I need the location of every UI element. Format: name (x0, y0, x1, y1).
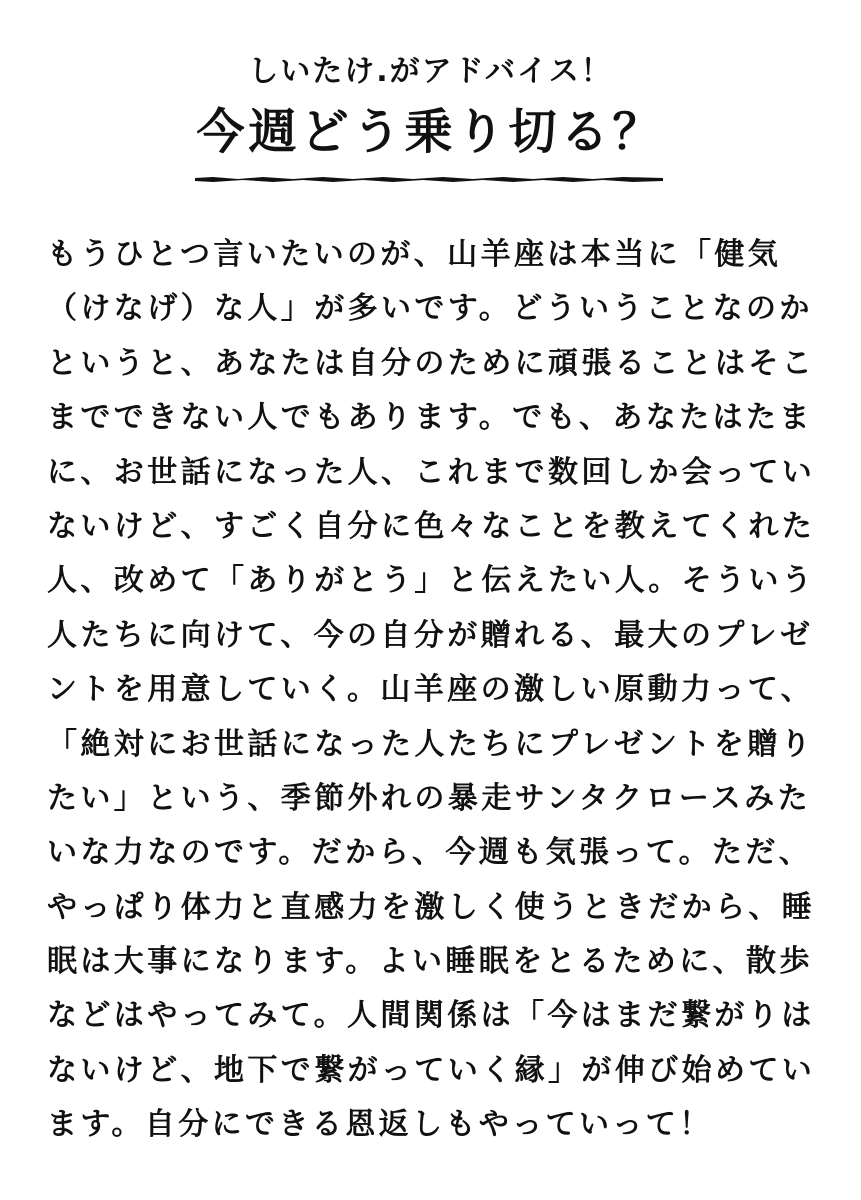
body-line: というと、あなたは自分のために頑張ることはそこ (47, 345, 816, 381)
body-line: いな力なのです。だから、今週も気張って。ただ、 (47, 835, 813, 871)
body-line: 人たちに向けて、今の自分が贈れる、最大のプレゼ (47, 617, 814, 653)
body-line: たい」という、季節外れの暴走サンタクロースみた (47, 780, 811, 816)
body-line: （けなげ）な人」が多いです。どういうことなのか (47, 291, 813, 327)
body-line: ます。自分にできる恩返しもやっていって！ (47, 1107, 713, 1143)
body-line: やっぱり体力と直感力を激しく使うときだから、睡 (47, 889, 816, 925)
subtitle: しいたけ.がアドバイス！ (248, 54, 613, 89)
body-line: 人、改めて「ありがとう」と伝えたい人。そういう (47, 563, 816, 599)
body-line: などはやってみて。人間関係は「今はまだ繋がりは (47, 998, 815, 1034)
body-line: ないけど、地下で繋がっていく縁」が伸び始めてい (47, 1052, 816, 1088)
page-title: 今週どう乗り切る？ (196, 104, 665, 160)
body-line: 眠は大事になります。よい睡眠をとるために、散歩 (47, 944, 813, 980)
article-body (47, 228, 819, 1153)
header (0, 52, 861, 162)
body-line: までできない人でもあります。でも、あなたはたま (47, 400, 813, 436)
body-line: ントを用意していく。山羊座の激しい原動力って、 (47, 672, 814, 708)
body-line: ないけど、すごく自分に色々なことを教えてくれた (47, 508, 816, 544)
body-line: 「絶対にお世話になった人たちにプレゼントを贈り (47, 726, 814, 762)
body-line: に、お世話になった人、これまで数回しか会ってい (47, 454, 816, 490)
body-line: もうひとつ言いたいのが、山羊座は本当に「健気 (47, 237, 782, 272)
title-underline (193, 174, 665, 184)
